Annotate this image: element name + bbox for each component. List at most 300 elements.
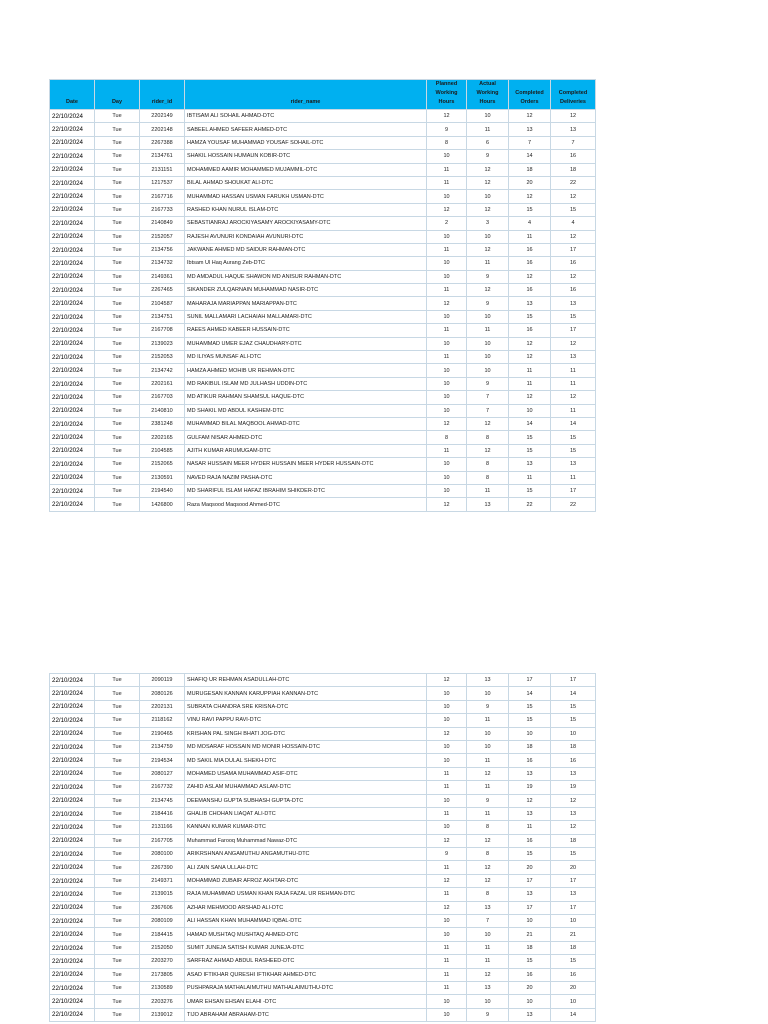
table-row bbox=[50, 364, 596, 377]
cell-completed-orders: 15 bbox=[509, 310, 551, 323]
cell-date: 22/10/2024 bbox=[50, 901, 95, 914]
cell-planned-hours: 10 bbox=[427, 1008, 467, 1021]
cell-completed-deliveries: 16 bbox=[551, 754, 596, 767]
cell-completed-deliveries: 12 bbox=[551, 230, 596, 243]
cell-actual-hours: 9 bbox=[467, 794, 509, 807]
table-row bbox=[50, 807, 596, 820]
cell-rider-name: NASAR HUSSAIN MEER HYDER HUSSAIN MEER HYDER HUSSAIN-DTC bbox=[185, 458, 427, 471]
cell-day: Tue bbox=[95, 995, 140, 1008]
cell-planned-hours: 11 bbox=[427, 243, 467, 256]
cell-completed-deliveries: 17 bbox=[551, 674, 596, 687]
cell-actual-hours: 9 bbox=[467, 377, 509, 390]
cell-date: 22/10/2024 bbox=[50, 727, 95, 740]
cell-rider-name: UMAR EHSAN EHSAN ELAHI -DTC bbox=[185, 995, 427, 1008]
table-row bbox=[50, 351, 596, 364]
deliveries-table-top bbox=[49, 79, 596, 512]
cell-planned-hours: 10 bbox=[427, 404, 467, 417]
cell-day: Tue bbox=[95, 297, 140, 310]
cell-rider-name: MD SHAKIL MD ABDUL KASHEM-DTC bbox=[185, 404, 427, 417]
cell-planned-hours: 10 bbox=[427, 458, 467, 471]
cell-rider-name: HAMZA AHMED MOHIB UR REHMAN-DTC bbox=[185, 364, 427, 377]
cell-completed-orders: 13 bbox=[509, 123, 551, 136]
cell-rider-id: 2267390 bbox=[140, 861, 185, 874]
cell-planned-hours: 10 bbox=[427, 270, 467, 283]
cell-rider-id: 2202165 bbox=[140, 431, 185, 444]
cell-rider-name: RAJA MUHAMMAD USMAN KHAN RAJA FAZAL UR REHMAN-DTC bbox=[185, 888, 427, 901]
cell-date: 22/10/2024 bbox=[50, 941, 95, 954]
cell-actual-hours: 12 bbox=[467, 444, 509, 457]
cell-day: Tue bbox=[95, 364, 140, 377]
cell-rider-id: 2130591 bbox=[140, 471, 185, 484]
cell-actual-hours: 12 bbox=[467, 203, 509, 216]
cell-completed-deliveries: 4 bbox=[551, 217, 596, 230]
table-row bbox=[50, 901, 596, 914]
cell-completed-orders: 10 bbox=[509, 404, 551, 417]
cell-completed-deliveries: 18 bbox=[551, 941, 596, 954]
table-row bbox=[50, 727, 596, 740]
cell-actual-hours: 10 bbox=[467, 740, 509, 753]
cell-date: 22/10/2024 bbox=[50, 484, 95, 497]
table-row bbox=[50, 941, 596, 954]
cell-rider-id: 2381248 bbox=[140, 417, 185, 430]
cell-planned-hours: 12 bbox=[427, 901, 467, 914]
cell-rider-id: 2134751 bbox=[140, 310, 185, 323]
table-row bbox=[50, 700, 596, 713]
cell-day: Tue bbox=[95, 781, 140, 794]
cell-rider-name: ALI HASSAN KHAN MUHAMMAD IQBAL-DTC bbox=[185, 915, 427, 928]
table-row bbox=[50, 915, 596, 928]
cell-completed-orders: 11 bbox=[509, 377, 551, 390]
cell-rider-name: KRISHAN PAL SINGH BHATI JOG-DTC bbox=[185, 727, 427, 740]
cell-day: Tue bbox=[95, 955, 140, 968]
table-row bbox=[50, 848, 596, 861]
cell-rider-name: NAVED RAJA NAZIM PASHA-DTC bbox=[185, 471, 427, 484]
cell-rider-name: KANNAN KUMAR KUMAR-DTC bbox=[185, 821, 427, 834]
cell-rider-name: PUSHPARAJA MATHALAIMUTHU MATHALAIMUTHU-DTC bbox=[185, 981, 427, 994]
cell-completed-orders: 11 bbox=[509, 821, 551, 834]
cell-day: Tue bbox=[95, 391, 140, 404]
cell-rider-id: 2104587 bbox=[140, 297, 185, 310]
cell-date: 22/10/2024 bbox=[50, 284, 95, 297]
cell-rider-id: 2184416 bbox=[140, 807, 185, 820]
cell-rider-name: AZHAR MEHMOOD ARSHAD ALI-DTC bbox=[185, 901, 427, 914]
cell-completed-deliveries: 17 bbox=[551, 324, 596, 337]
cell-rider-name: TIJO ABRAHAM ABRAHAM-DTC bbox=[185, 1008, 427, 1021]
cell-planned-hours: 8 bbox=[427, 431, 467, 444]
table-row bbox=[50, 968, 596, 981]
table-row bbox=[50, 995, 596, 1008]
cell-date: 22/10/2024 bbox=[50, 270, 95, 283]
cell-completed-deliveries: 15 bbox=[551, 444, 596, 457]
cell-rider-name: SIKANDER ZULQARNAIN MUHAMMAD NASIR-DTC bbox=[185, 284, 427, 297]
cell-actual-hours: 8 bbox=[467, 821, 509, 834]
cell-rider-id: 2134742 bbox=[140, 364, 185, 377]
cell-day: Tue bbox=[95, 257, 140, 270]
table-row bbox=[50, 714, 596, 727]
cell-completed-deliveries: 13 bbox=[551, 297, 596, 310]
cell-planned-hours: 2 bbox=[427, 217, 467, 230]
cell-completed-orders: 14 bbox=[509, 150, 551, 163]
cell-date: 22/10/2024 bbox=[50, 781, 95, 794]
cell-rider-name: HAMZA YOUSAF MUHAMMAD YOUSAF SOHAIL-DTC bbox=[185, 136, 427, 149]
cell-actual-hours: 13 bbox=[467, 498, 509, 511]
header-rider-name: rider_name bbox=[185, 80, 427, 110]
cell-rider-id: 2131166 bbox=[140, 821, 185, 834]
cell-completed-deliveries: 12 bbox=[551, 270, 596, 283]
cell-rider-id: 1217537 bbox=[140, 176, 185, 189]
table-row bbox=[50, 190, 596, 203]
cell-completed-orders: 12 bbox=[509, 270, 551, 283]
cell-planned-hours: 10 bbox=[427, 700, 467, 713]
cell-completed-deliveries: 15 bbox=[551, 714, 596, 727]
cell-date: 22/10/2024 bbox=[50, 981, 95, 994]
cell-date: 22/10/2024 bbox=[50, 807, 95, 820]
cell-day: Tue bbox=[95, 123, 140, 136]
cell-actual-hours: 11 bbox=[467, 955, 509, 968]
cell-planned-hours: 10 bbox=[427, 337, 467, 350]
cell-completed-orders: 13 bbox=[509, 297, 551, 310]
cell-completed-orders: 20 bbox=[509, 176, 551, 189]
cell-completed-deliveries: 13 bbox=[551, 767, 596, 780]
cell-actual-hours: 12 bbox=[467, 284, 509, 297]
table-row bbox=[50, 955, 596, 968]
cell-day: Tue bbox=[95, 1008, 140, 1021]
cell-rider-id: 2134756 bbox=[140, 243, 185, 256]
table-row bbox=[50, 821, 596, 834]
cell-actual-hours: 11 bbox=[467, 714, 509, 727]
cell-day: Tue bbox=[95, 901, 140, 914]
cell-date: 22/10/2024 bbox=[50, 257, 95, 270]
cell-rider-name: MD SAKIL MIA DULAL SHEKH-DTC bbox=[185, 754, 427, 767]
cell-day: Tue bbox=[95, 176, 140, 189]
cell-rider-id: 2104585 bbox=[140, 444, 185, 457]
table-row bbox=[50, 674, 596, 687]
cell-rider-name: SUBRATA CHANDRA SRE KRISNA-DTC bbox=[185, 700, 427, 713]
cell-rider-id: 2134761 bbox=[140, 150, 185, 163]
cell-completed-orders: 11 bbox=[509, 230, 551, 243]
cell-day: Tue bbox=[95, 674, 140, 687]
cell-rider-id: 2167703 bbox=[140, 391, 185, 404]
cell-planned-hours: 10 bbox=[427, 471, 467, 484]
cell-rider-name: MAHARAJA MARIAPPAN MARIAPPAN-DTC bbox=[185, 297, 427, 310]
table-row bbox=[50, 337, 596, 350]
cell-actual-hours: 12 bbox=[467, 968, 509, 981]
cell-completed-orders: 12 bbox=[509, 337, 551, 350]
table-row bbox=[50, 123, 596, 136]
cell-rider-id: 2167716 bbox=[140, 190, 185, 203]
cell-date: 22/10/2024 bbox=[50, 110, 95, 123]
cell-actual-hours: 8 bbox=[467, 848, 509, 861]
table-row bbox=[50, 767, 596, 780]
cell-date: 22/10/2024 bbox=[50, 1008, 95, 1021]
cell-actual-hours: 12 bbox=[467, 243, 509, 256]
cell-date: 22/10/2024 bbox=[50, 417, 95, 430]
cell-planned-hours: 12 bbox=[427, 498, 467, 511]
cell-date: 22/10/2024 bbox=[50, 324, 95, 337]
cell-date: 22/10/2024 bbox=[50, 968, 95, 981]
cell-planned-hours: 11 bbox=[427, 351, 467, 364]
cell-date: 22/10/2024 bbox=[50, 700, 95, 713]
cell-completed-orders: 4 bbox=[509, 217, 551, 230]
cell-completed-orders: 15 bbox=[509, 700, 551, 713]
header-completed-deliveries: Completed Deliveries bbox=[551, 80, 596, 110]
cell-rider-name: GHALIB CHOHAN LIAQAT ALI-DTC bbox=[185, 807, 427, 820]
cell-actual-hours: 12 bbox=[467, 417, 509, 430]
cell-planned-hours: 10 bbox=[427, 928, 467, 941]
cell-day: Tue bbox=[95, 404, 140, 417]
cell-rider-id: 2131151 bbox=[140, 163, 185, 176]
cell-day: Tue bbox=[95, 941, 140, 954]
cell-day: Tue bbox=[95, 714, 140, 727]
cell-day: Tue bbox=[95, 284, 140, 297]
table-row bbox=[50, 444, 596, 457]
cell-day: Tue bbox=[95, 270, 140, 283]
cell-completed-orders: 15 bbox=[509, 431, 551, 444]
table-row bbox=[50, 417, 596, 430]
cell-actual-hours: 13 bbox=[467, 981, 509, 994]
cell-date: 22/10/2024 bbox=[50, 337, 95, 350]
cell-actual-hours: 9 bbox=[467, 297, 509, 310]
cell-planned-hours: 12 bbox=[427, 110, 467, 123]
cell-rider-id: 2152053 bbox=[140, 351, 185, 364]
cell-rider-name: MOHAMMAD ZUBAIR AFROZ AKHTAR-DTC bbox=[185, 874, 427, 887]
cell-date: 22/10/2024 bbox=[50, 243, 95, 256]
cell-completed-deliveries: 18 bbox=[551, 834, 596, 847]
cell-rider-id: 2202131 bbox=[140, 700, 185, 713]
cell-rider-id: 2134745 bbox=[140, 794, 185, 807]
cell-completed-orders: 14 bbox=[509, 417, 551, 430]
table-row bbox=[50, 136, 596, 149]
table-row bbox=[50, 230, 596, 243]
cell-actual-hours: 10 bbox=[467, 364, 509, 377]
cell-completed-orders: 16 bbox=[509, 968, 551, 981]
table-row bbox=[50, 874, 596, 887]
cell-date: 22/10/2024 bbox=[50, 861, 95, 874]
cell-planned-hours: 10 bbox=[427, 687, 467, 700]
table-row bbox=[50, 163, 596, 176]
cell-completed-deliveries: 18 bbox=[551, 740, 596, 753]
cell-rider-name: MD MOSARAF HOSSAIN MD MONIR HOSSAIN-DTC bbox=[185, 740, 427, 753]
cell-rider-id: 2190465 bbox=[140, 727, 185, 740]
cell-date: 22/10/2024 bbox=[50, 928, 95, 941]
cell-completed-orders: 21 bbox=[509, 928, 551, 941]
cell-day: Tue bbox=[95, 981, 140, 994]
cell-completed-orders: 16 bbox=[509, 754, 551, 767]
cell-planned-hours: 11 bbox=[427, 955, 467, 968]
cell-rider-id: 2080109 bbox=[140, 915, 185, 928]
cell-completed-orders: 12 bbox=[509, 190, 551, 203]
cell-day: Tue bbox=[95, 458, 140, 471]
cell-rider-id: 2267388 bbox=[140, 136, 185, 149]
cell-rider-name: Raza Maqsood Maqsood Ahmed-DTC bbox=[185, 498, 427, 511]
cell-rider-name: HAMAD MUSHTAQ MUSHTAQ AHMED-DTC bbox=[185, 928, 427, 941]
cell-rider-name: MD ATIKUR RAHMAN SHAMSUL HAQUE-DTC bbox=[185, 391, 427, 404]
cell-completed-orders: 10 bbox=[509, 727, 551, 740]
header-completed-orders: Completed Orders bbox=[509, 80, 551, 110]
cell-completed-orders: 19 bbox=[509, 781, 551, 794]
cell-rider-name: ASAD IFTIKHAR QURESHI IFTIKHAR AHMED-DTC bbox=[185, 968, 427, 981]
cell-day: Tue bbox=[95, 848, 140, 861]
cell-rider-id: 2080126 bbox=[140, 687, 185, 700]
cell-actual-hours: 12 bbox=[467, 861, 509, 874]
cell-day: Tue bbox=[95, 230, 140, 243]
cell-completed-deliveries: 13 bbox=[551, 807, 596, 820]
cell-planned-hours: 12 bbox=[427, 674, 467, 687]
cell-date: 22/10/2024 bbox=[50, 364, 95, 377]
cell-completed-deliveries: 13 bbox=[551, 888, 596, 901]
cell-rider-name: AJITH KUMAR ARUMUGAM-DTC bbox=[185, 444, 427, 457]
cell-day: Tue bbox=[95, 163, 140, 176]
cell-rider-name: ALI ZAIN SANA ULLAH-DTC bbox=[185, 861, 427, 874]
cell-completed-deliveries: 11 bbox=[551, 377, 596, 390]
deliveries-table-bottom bbox=[49, 673, 596, 1022]
cell-rider-name: DEEMANSHU GUPTA SUBHASH GUPTA-DTC bbox=[185, 794, 427, 807]
cell-completed-deliveries: 22 bbox=[551, 498, 596, 511]
cell-actual-hours: 8 bbox=[467, 431, 509, 444]
table-row bbox=[50, 498, 596, 511]
cell-day: Tue bbox=[95, 190, 140, 203]
cell-day: Tue bbox=[95, 807, 140, 820]
cell-date: 22/10/2024 bbox=[50, 740, 95, 753]
cell-rider-id: 2167708 bbox=[140, 324, 185, 337]
table-row bbox=[50, 150, 596, 163]
cell-rider-name: SEBASTIANRAJ AROCKIYASAMY AROCKIYASAMY-DTC bbox=[185, 217, 427, 230]
table-row bbox=[50, 888, 596, 901]
table-row bbox=[50, 794, 596, 807]
cell-planned-hours: 10 bbox=[427, 995, 467, 1008]
cell-rider-id: 2203276 bbox=[140, 995, 185, 1008]
cell-planned-hours: 10 bbox=[427, 915, 467, 928]
cell-completed-deliveries: 14 bbox=[551, 417, 596, 430]
cell-rider-name: IBTISAM ALI SOHAIL AHMAD-DTC bbox=[185, 110, 427, 123]
cell-day: Tue bbox=[95, 687, 140, 700]
table-row bbox=[50, 431, 596, 444]
cell-day: Tue bbox=[95, 431, 140, 444]
cell-actual-hours: 11 bbox=[467, 257, 509, 270]
cell-rider-name: MUHAMMAD UMER EJAZ CHAUDHARY-DTC bbox=[185, 337, 427, 350]
cell-actual-hours: 13 bbox=[467, 674, 509, 687]
cell-planned-hours: 12 bbox=[427, 874, 467, 887]
cell-date: 22/10/2024 bbox=[50, 794, 95, 807]
table-row bbox=[50, 176, 596, 189]
cell-day: Tue bbox=[95, 874, 140, 887]
table-row bbox=[50, 217, 596, 230]
cell-planned-hours: 10 bbox=[427, 794, 467, 807]
cell-planned-hours: 12 bbox=[427, 727, 467, 740]
cell-completed-deliveries: 11 bbox=[551, 471, 596, 484]
cell-planned-hours: 12 bbox=[427, 203, 467, 216]
cell-rider-name: MOHAMED USAMA MUHAMMAD ASIF-DTC bbox=[185, 767, 427, 780]
cell-completed-deliveries: 22 bbox=[551, 176, 596, 189]
cell-date: 22/10/2024 bbox=[50, 150, 95, 163]
cell-completed-deliveries: 15 bbox=[551, 310, 596, 323]
cell-day: Tue bbox=[95, 136, 140, 149]
cell-planned-hours: 9 bbox=[427, 123, 467, 136]
cell-completed-orders: 17 bbox=[509, 674, 551, 687]
cell-completed-orders: 16 bbox=[509, 834, 551, 847]
cell-completed-deliveries: 7 bbox=[551, 136, 596, 149]
cell-actual-hours: 11 bbox=[467, 781, 509, 794]
cell-date: 22/10/2024 bbox=[50, 995, 95, 1008]
cell-actual-hours: 11 bbox=[467, 324, 509, 337]
cell-actual-hours: 11 bbox=[467, 807, 509, 820]
cell-actual-hours: 10 bbox=[467, 687, 509, 700]
cell-day: Tue bbox=[95, 915, 140, 928]
table-row bbox=[50, 484, 596, 497]
cell-date: 22/10/2024 bbox=[50, 754, 95, 767]
cell-planned-hours: 11 bbox=[427, 163, 467, 176]
table-row bbox=[50, 834, 596, 847]
cell-completed-orders: 20 bbox=[509, 861, 551, 874]
cell-rider-name: SUNIL MALLAMARI LACHAIAH MALLAMARI-DTC bbox=[185, 310, 427, 323]
cell-completed-deliveries: 13 bbox=[551, 123, 596, 136]
cell-date: 22/10/2024 bbox=[50, 915, 95, 928]
cell-day: Tue bbox=[95, 484, 140, 497]
cell-completed-deliveries: 16 bbox=[551, 284, 596, 297]
cell-actual-hours: 12 bbox=[467, 176, 509, 189]
cell-actual-hours: 12 bbox=[467, 874, 509, 887]
cell-date: 22/10/2024 bbox=[50, 136, 95, 149]
cell-completed-deliveries: 10 bbox=[551, 915, 596, 928]
cell-date: 22/10/2024 bbox=[50, 123, 95, 136]
cell-planned-hours: 10 bbox=[427, 714, 467, 727]
cell-rider-name: JAKWANE AHMED MD SAIDUR RAHMAN-DTC bbox=[185, 243, 427, 256]
cell-day: Tue bbox=[95, 377, 140, 390]
cell-completed-deliveries: 14 bbox=[551, 687, 596, 700]
cell-date: 22/10/2024 bbox=[50, 190, 95, 203]
cell-completed-deliveries: 19 bbox=[551, 781, 596, 794]
table-row bbox=[50, 203, 596, 216]
cell-completed-orders: 17 bbox=[509, 901, 551, 914]
cell-day: Tue bbox=[95, 217, 140, 230]
cell-day: Tue bbox=[95, 337, 140, 350]
cell-rider-name: SARFRAZ AHMAD ABDUL RASHEED-DTC bbox=[185, 955, 427, 968]
cell-completed-orders: 10 bbox=[509, 995, 551, 1008]
cell-rider-id: 2134732 bbox=[140, 257, 185, 270]
cell-rider-name: RAJESH AVUNURI KONDAIAH AVUNURI-DTC bbox=[185, 230, 427, 243]
header-rider-id: rider_id bbox=[140, 80, 185, 110]
cell-completed-deliveries: 15 bbox=[551, 203, 596, 216]
table-row bbox=[50, 110, 596, 123]
cell-actual-hours: 10 bbox=[467, 351, 509, 364]
cell-rider-name: ZAHID ASLAM MUHAMMAD ASLAM-DTC bbox=[185, 781, 427, 794]
cell-date: 22/10/2024 bbox=[50, 444, 95, 457]
cell-completed-orders: 18 bbox=[509, 163, 551, 176]
table-row bbox=[50, 861, 596, 874]
cell-completed-deliveries: 18 bbox=[551, 163, 596, 176]
cell-actual-hours: 10 bbox=[467, 230, 509, 243]
cell-completed-deliveries: 16 bbox=[551, 968, 596, 981]
cell-actual-hours: 9 bbox=[467, 700, 509, 713]
cell-actual-hours: 6 bbox=[467, 136, 509, 149]
cell-actual-hours: 7 bbox=[467, 391, 509, 404]
cell-day: Tue bbox=[95, 767, 140, 780]
cell-planned-hours: 11 bbox=[427, 941, 467, 954]
cell-rider-id: 2152050 bbox=[140, 941, 185, 954]
cell-completed-deliveries: 13 bbox=[551, 351, 596, 364]
cell-planned-hours: 11 bbox=[427, 767, 467, 780]
cell-rider-name: RASHED KHAN NURUL ISLAM-DTC bbox=[185, 203, 427, 216]
cell-planned-hours: 12 bbox=[427, 417, 467, 430]
cell-completed-deliveries: 20 bbox=[551, 861, 596, 874]
cell-planned-hours: 10 bbox=[427, 230, 467, 243]
cell-day: Tue bbox=[95, 203, 140, 216]
cell-actual-hours: 10 bbox=[467, 110, 509, 123]
cell-date: 22/10/2024 bbox=[50, 217, 95, 230]
cell-day: Tue bbox=[95, 968, 140, 981]
cell-date: 22/10/2024 bbox=[50, 874, 95, 887]
cell-rider-id: 2090119 bbox=[140, 674, 185, 687]
